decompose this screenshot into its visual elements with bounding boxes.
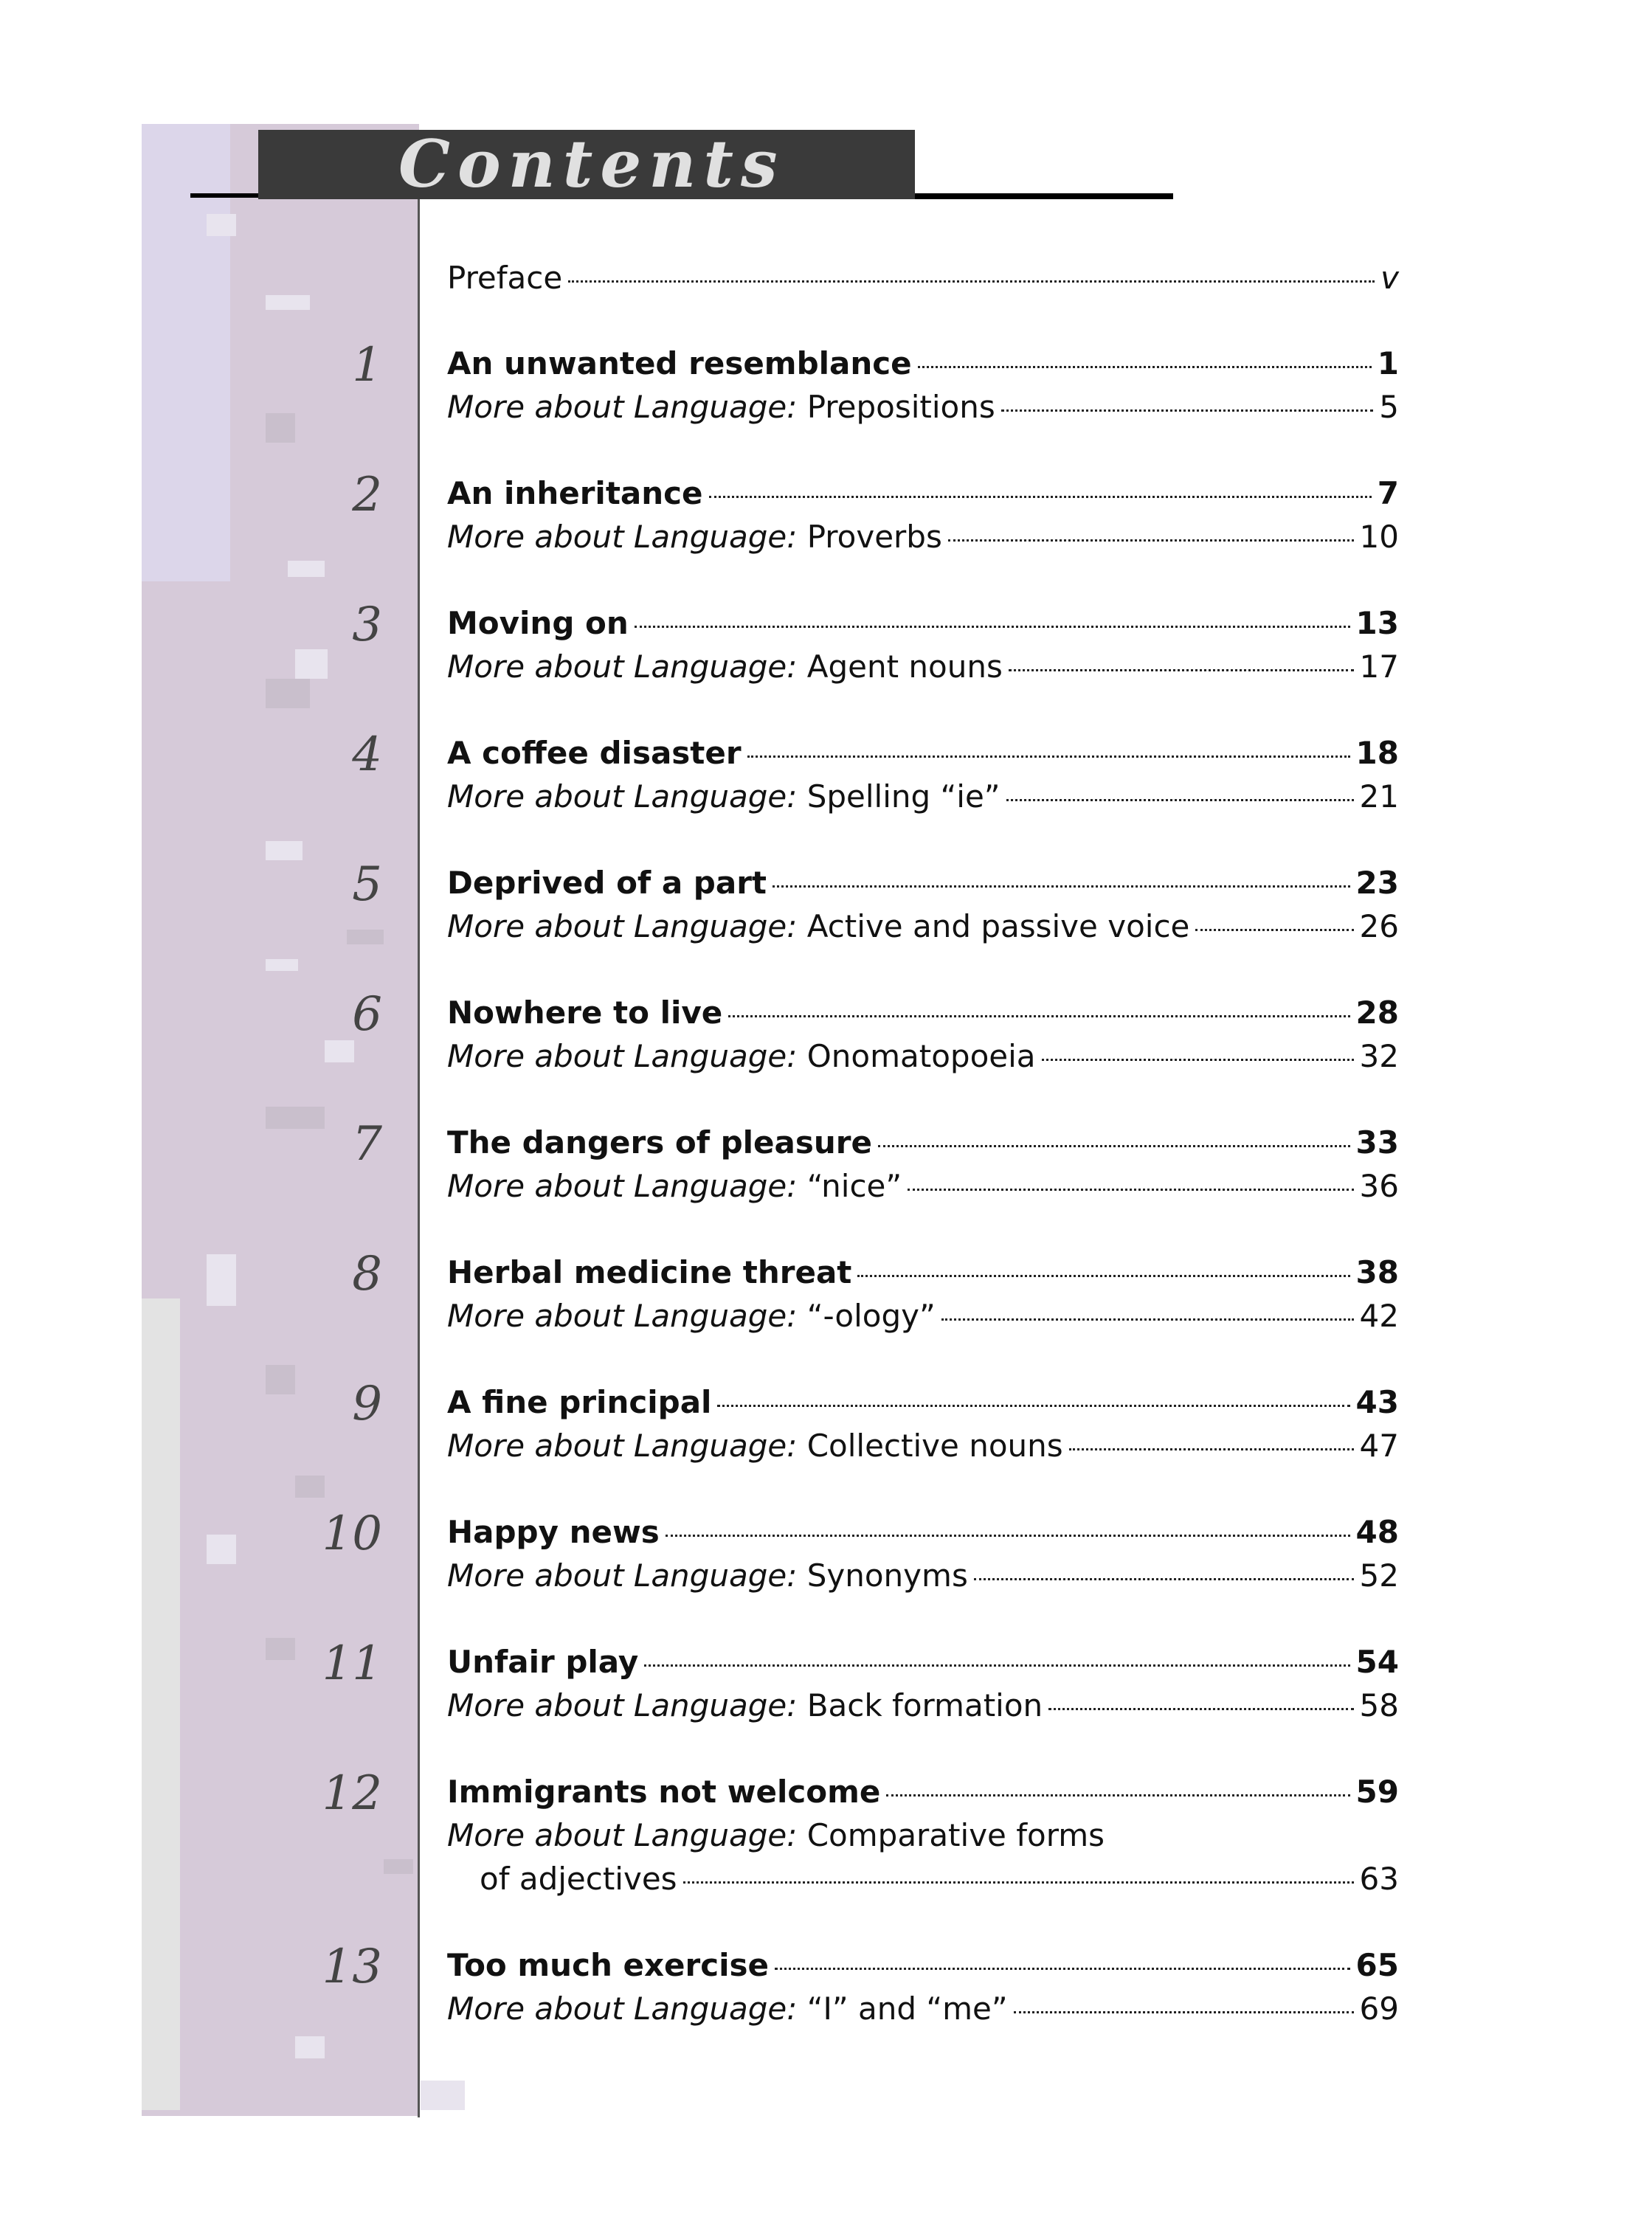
dot-leader <box>709 496 1372 498</box>
strip-block <box>384 1859 413 1874</box>
page-title: Contents <box>398 125 785 202</box>
chapter-number: 10 <box>322 1507 382 1561</box>
page-number: 17 <box>1359 649 1399 685</box>
note-title: Agent nouns <box>806 649 1003 685</box>
dot-leader <box>857 1275 1349 1277</box>
chapter-title: A fine principal <box>447 1384 712 1420</box>
note-prefix: More about Language: <box>447 389 798 425</box>
toc-chapter-title[interactable] <box>447 1771 1399 1813</box>
page-number: 58 <box>1359 1687 1399 1723</box>
page-number: 63 <box>1359 1861 1399 1897</box>
toc-language-note[interactable] <box>447 775 1399 818</box>
chapter-title: A coffee disaster <box>447 735 742 771</box>
note-title: Prepositions <box>806 389 995 425</box>
toc-chapter-title[interactable] <box>447 1944 1399 1987</box>
dot-leader <box>886 1794 1349 1796</box>
dot-leader <box>1006 799 1354 801</box>
chapter-number: 1 <box>352 338 382 392</box>
page-number: 33 <box>1355 1124 1399 1161</box>
page-number: 54 <box>1355 1644 1399 1680</box>
toc-language-note[interactable] <box>447 1814 1105 1857</box>
dot-leader <box>1014 2011 1354 2013</box>
strip-block <box>207 214 236 236</box>
toc-chapter-title[interactable] <box>447 1511 1399 1554</box>
side-strip-highlight <box>142 124 230 581</box>
dot-leader <box>908 1189 1353 1191</box>
chapter-title: Unfair play <box>447 1644 639 1680</box>
chapter-number: 3 <box>352 598 382 652</box>
dot-leader <box>974 1578 1354 1580</box>
dot-leader <box>635 626 1350 628</box>
note-title: Back formation <box>806 1687 1043 1723</box>
page-number: 69 <box>1359 1991 1399 2027</box>
page-number: 21 <box>1359 778 1399 815</box>
dot-leader <box>773 885 1350 888</box>
strip-block <box>207 1254 236 1306</box>
page-number: 26 <box>1359 908 1399 944</box>
toc-language-note[interactable] <box>447 1425 1399 1467</box>
dot-leader <box>948 539 1354 542</box>
note-prefix: More about Language: <box>447 1557 798 1594</box>
dot-leader <box>878 1145 1350 1147</box>
chapter-number: 4 <box>352 727 382 782</box>
page-number: 5 <box>1379 389 1399 425</box>
chapter-title: Deprived of a part <box>447 865 767 901</box>
dot-leader <box>717 1405 1349 1407</box>
chapter-title: Moving on <box>447 605 629 641</box>
toc-language-note[interactable] <box>447 1988 1399 2030</box>
toc-chapter-title[interactable] <box>447 472 1399 515</box>
page-number: 38 <box>1355 1254 1399 1290</box>
chapter-number: 7 <box>352 1117 382 1172</box>
chapter-number: 8 <box>352 1247 382 1301</box>
note-title: Spelling “ie” <box>806 778 1000 815</box>
strip-block <box>347 930 384 944</box>
toc-chapter-title[interactable] <box>447 862 1399 905</box>
dot-leader <box>747 755 1350 758</box>
chapter-title: Immigrants not welcome <box>447 1774 881 1810</box>
chapter-number: 11 <box>322 1636 382 1691</box>
page-number: 7 <box>1377 475 1399 511</box>
toc-language-note-continued[interactable] <box>480 1858 1399 1901</box>
chapter-title: Herbal medicine threat <box>447 1254 852 1290</box>
strip-block <box>421 2081 465 2110</box>
dot-leader <box>1001 409 1374 412</box>
toc-chapter-title[interactable] <box>447 1381 1399 1424</box>
toc-preface[interactable] <box>447 257 1399 300</box>
strip-block <box>295 2036 325 2058</box>
note-title: Comparative forms <box>806 1817 1105 1853</box>
chapter-number: 9 <box>352 1377 382 1431</box>
note-title: “I” and “me” <box>806 1991 1008 2027</box>
header-rule-right <box>915 130 1173 199</box>
dot-leader <box>644 1664 1349 1667</box>
toc-language-note[interactable] <box>447 1035 1399 1078</box>
chapter-number: 6 <box>352 987 382 1042</box>
strip-block <box>266 959 298 971</box>
dot-leader <box>1069 1448 1354 1450</box>
dot-leader <box>1009 669 1354 671</box>
note-title: Proverbs <box>806 519 942 555</box>
page-number: 32 <box>1359 1038 1399 1074</box>
note-prefix: More about Language: <box>447 1298 798 1334</box>
page-number: 18 <box>1355 735 1399 771</box>
page-number: 65 <box>1355 1947 1399 1983</box>
page-number: 10 <box>1359 519 1399 555</box>
dot-leader <box>666 1535 1350 1537</box>
page-number: 36 <box>1359 1168 1399 1204</box>
note-title-continued: of adjectives <box>480 1861 677 1897</box>
toc-language-note[interactable] <box>447 905 1399 948</box>
side-strip-fade <box>142 1298 180 2110</box>
toc-chapter-title[interactable] <box>447 342 1399 385</box>
toc-chapter-title[interactable] <box>447 602 1399 645</box>
note-prefix: More about Language: <box>447 1038 798 1074</box>
dot-leader <box>775 1968 1350 1970</box>
strip-block <box>266 413 295 443</box>
toc-chapter-title[interactable] <box>447 732 1399 775</box>
page-number: 48 <box>1355 1514 1399 1550</box>
page-number: v <box>1380 260 1399 296</box>
note-prefix: More about Language: <box>447 1687 798 1723</box>
dot-leader <box>1048 1708 1353 1710</box>
chapter-number: 13 <box>322 1940 382 1994</box>
strip-block <box>295 1476 325 1498</box>
dot-leader <box>918 366 1372 368</box>
vertical-rule <box>418 199 420 2117</box>
note-prefix: More about Language: <box>447 649 798 685</box>
strip-block <box>266 295 310 310</box>
page-number: 43 <box>1355 1384 1399 1420</box>
toc-language-note[interactable] <box>447 1295 1399 1338</box>
note-prefix: More about Language: <box>447 1817 798 1853</box>
strip-block <box>207 1535 236 1564</box>
page-number: 59 <box>1355 1774 1399 1810</box>
toc-language-note[interactable] <box>447 386 1399 429</box>
note-title: “-ology” <box>806 1298 936 1334</box>
toc-chapter-title[interactable] <box>447 1641 1399 1684</box>
note-prefix: More about Language: <box>447 1168 798 1204</box>
toc-language-note[interactable] <box>447 516 1399 558</box>
chapter-number: 5 <box>352 857 382 912</box>
chapter-number: 2 <box>352 468 382 522</box>
preface-title: Preface <box>447 260 563 296</box>
dot-leader <box>683 1881 1354 1884</box>
chapter-title: The dangers of pleasure <box>447 1124 872 1161</box>
note-title: Collective nouns <box>806 1428 1063 1464</box>
note-prefix: More about Language: <box>447 1428 798 1464</box>
chapter-title: An inheritance <box>447 475 703 511</box>
dot-leader <box>1042 1059 1354 1061</box>
page-number: 1 <box>1377 345 1399 381</box>
toc-language-note[interactable] <box>447 1165 1399 1208</box>
header-rule-left <box>190 193 264 198</box>
chapter-title: Nowhere to live <box>447 995 723 1031</box>
chapter-title: An unwanted resemblance <box>447 345 912 381</box>
note-title: Active and passive voice <box>806 908 1190 944</box>
strip-block <box>288 561 325 577</box>
chapter-title: Too much exercise <box>447 1947 770 1983</box>
note-prefix: More about Language: <box>447 908 798 944</box>
strip-block <box>266 679 310 708</box>
toc-chapter-title[interactable] <box>447 1121 1399 1164</box>
page-number: 47 <box>1359 1428 1399 1464</box>
toc-chapter-title[interactable] <box>447 1251 1399 1294</box>
page-number: 52 <box>1359 1557 1399 1594</box>
toc-language-note[interactable] <box>447 1684 1399 1727</box>
dot-leader <box>568 280 1375 283</box>
toc-chapter-title[interactable] <box>447 992 1399 1034</box>
page-number: 28 <box>1355 995 1399 1031</box>
page-number: 13 <box>1355 605 1399 641</box>
note-title: Onomatopoeia <box>806 1038 1036 1074</box>
note-prefix: More about Language: <box>447 1991 798 2027</box>
toc-language-note[interactable] <box>447 646 1399 688</box>
note-title: “nice” <box>806 1168 902 1204</box>
chapter-title: Happy news <box>447 1514 660 1550</box>
dot-leader <box>941 1318 1354 1321</box>
page-number: 42 <box>1359 1298 1399 1334</box>
note-prefix: More about Language: <box>447 519 798 555</box>
page-number: 23 <box>1355 865 1399 901</box>
note-prefix: More about Language: <box>447 778 798 815</box>
chapter-number: 12 <box>322 1766 382 1821</box>
dot-leader <box>728 1015 1349 1017</box>
note-title: Synonyms <box>806 1557 968 1594</box>
toc-language-note[interactable] <box>447 1555 1399 1597</box>
dot-leader <box>1195 929 1353 931</box>
